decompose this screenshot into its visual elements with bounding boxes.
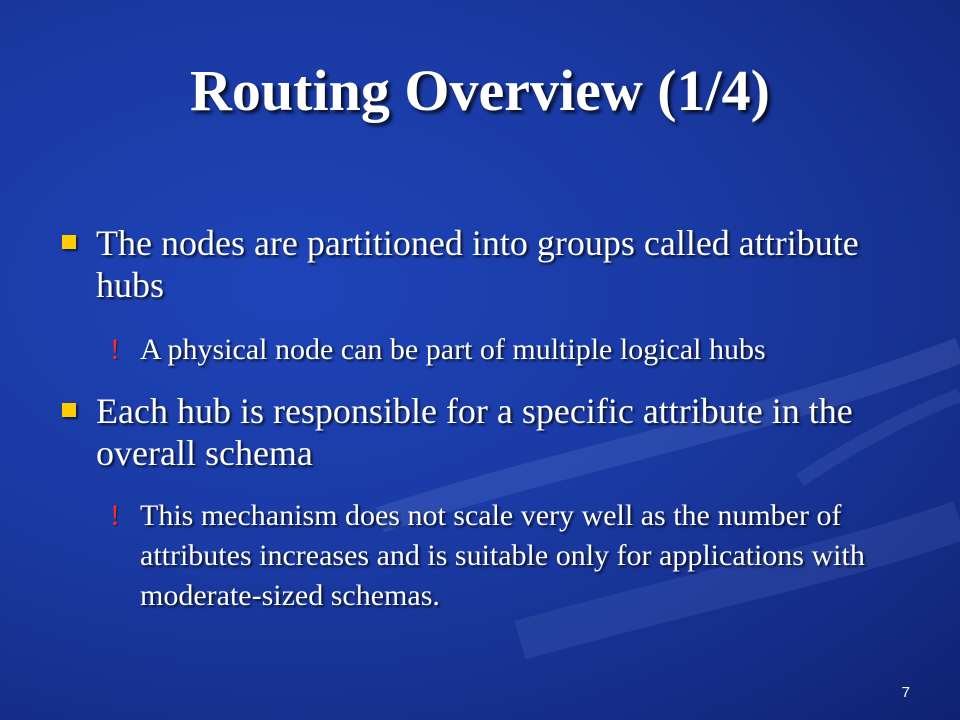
slide-title: Routing Overview (1/4)	[190, 58, 770, 123]
exclamation-bullet-icon: !	[110, 333, 120, 366]
exclamation-bullet-icon: !	[110, 499, 120, 532]
bullet-text: Each hub is responsible for a specific attribute in the overall schema	[96, 391, 853, 473]
square-bullet-icon	[62, 403, 76, 417]
bullet-text: The nodes are partitioned into groups called attribute hubs	[96, 223, 859, 305]
sub-bullet-text: This mechanism does not scale very well as the number of attributes increases and is suitable only for applications with moderate-sized schemas.	[140, 499, 865, 612]
page-number: 7	[901, 684, 910, 701]
sub-bullet-text: A physical node can be part of multiple logical hubs	[140, 333, 766, 366]
square-bullet-icon	[62, 235, 76, 249]
